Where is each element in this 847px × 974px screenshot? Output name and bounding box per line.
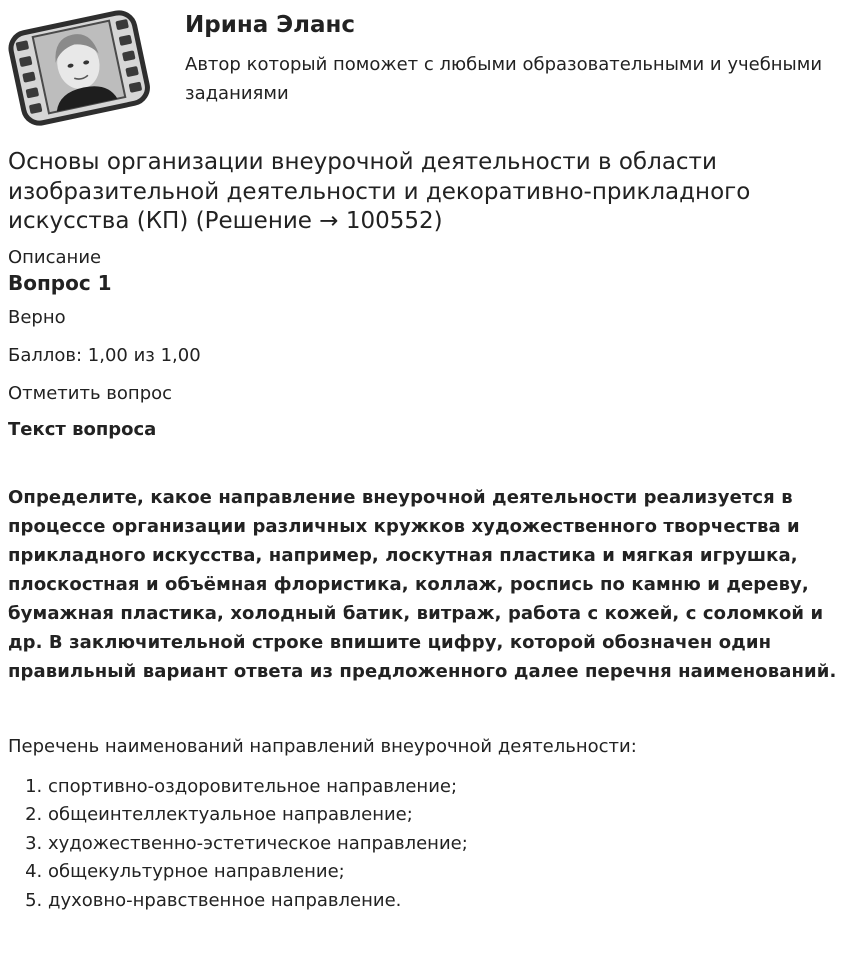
options-list bbox=[8, 773, 840, 916]
author-avatar bbox=[8, 8, 150, 126]
page-title: Основы организации внеурочной деятельности в области изобразительной деятельности и декоративно-прикладного искусства (КП) (Решение → 100552) bbox=[8, 149, 751, 234]
list-item: 1. спортивно-оздоровительное направление; bbox=[48, 773, 840, 802]
main-content bbox=[8, 148, 840, 915]
question-title: Вопрос 1 bbox=[8, 270, 112, 295]
question-text-label: Текст вопроса bbox=[8, 418, 157, 440]
author-block bbox=[8, 8, 838, 128]
author-description: Автор который поможет с любыми образовательными и учебными заданиями bbox=[185, 54, 823, 104]
list-item: 5. духовно-нравственное направление. bbox=[48, 887, 840, 916]
list-item: 3. художественно-эстетическое направление; bbox=[48, 830, 840, 859]
description-label: Описание bbox=[8, 246, 102, 268]
list-item: 4. общекультурное направление; bbox=[48, 858, 840, 887]
author-name: Ирина Эланс bbox=[185, 12, 356, 38]
options-list-heading: Перечень наименований направлений внеурочной деятельности: bbox=[8, 735, 637, 757]
question-text: Определите, какое направление внеурочной деятельности реализуется в процессе организации различных кружков художественного творчества и прикладного искусства, например, лоскутная пластика и мягкая игрушка, плоскостная и объёмная флористика, коллаж, роспись по камню и дереву, бумажная пластика, холодный батик, витраж, работа с кожей, с соломкой и др. В заключительной строке впишите цифру, которой обозначен один правильный вариант ответа из предложенного далее перечня наименований. bbox=[8, 486, 837, 682]
flag-question-link[interactable]: Отметить вопрос bbox=[8, 382, 173, 404]
list-item: 2. общеинтеллектуальное направление; bbox=[48, 801, 840, 830]
question-state: Верно bbox=[8, 306, 66, 328]
question-grade: Баллов: 1,00 из 1,00 bbox=[8, 344, 201, 366]
